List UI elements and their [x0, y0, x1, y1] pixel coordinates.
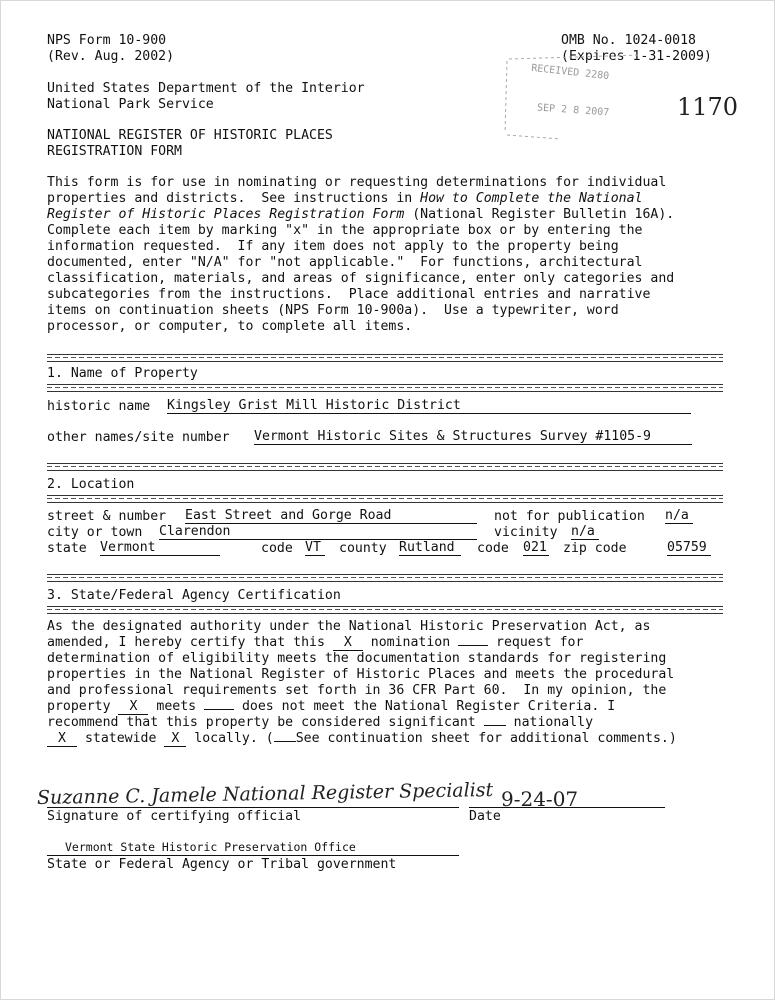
certification-line: determination of eligibility meets the documentation standards for registering	[47, 651, 667, 666]
section-divider	[47, 463, 723, 471]
stamp-line2: SEP 2 8 2007	[536, 102, 610, 119]
state-code-label: code	[261, 541, 301, 556]
signature-label: Signature of certifying official	[47, 809, 302, 824]
instructions-text: (National Register Bulletin 16A).	[404, 207, 675, 222]
omb-number: OMB No. 1024-0018	[561, 33, 696, 48]
locally-check[interactable]: X	[164, 732, 186, 747]
certification-line	[47, 731, 677, 747]
instructions-text: properties and districts. See instructions in	[47, 191, 421, 206]
signature-date: 9-24-07	[501, 787, 579, 811]
city-label: city or town	[47, 525, 151, 540]
statewide-check[interactable]: X	[47, 732, 77, 747]
agency-service: National Park Service	[47, 97, 214, 112]
city-field[interactable]: Clarendon	[159, 525, 477, 540]
certification-text: recommend that this property be considered significant	[47, 715, 484, 730]
section-divider	[47, 606, 723, 614]
handwritten-reference-number: 1170	[677, 93, 739, 121]
county-code-label: code	[477, 541, 517, 556]
continuation-sheet-check[interactable]	[274, 741, 296, 742]
section-3-title: 3. State/Federal Agency Certification	[47, 588, 341, 603]
county-label: county	[339, 541, 395, 556]
certification-text: nomination	[362, 635, 459, 650]
historic-name-field[interactable]: Kingsley Grist Mill Historic District	[167, 399, 691, 414]
instructions-italic: How to Complete the National	[420, 191, 643, 206]
section-divider	[47, 354, 723, 362]
county-code-field[interactable]: 021	[523, 541, 549, 556]
not-for-publication-field[interactable]: n/a	[665, 509, 693, 524]
stamp-line1: RECEIVED 2280	[530, 62, 610, 83]
certification-line	[47, 715, 593, 731]
instructions-line: Complete each item by marking "x" in the appropriate box or by entering the	[47, 223, 643, 238]
other-names-label: other names/site number	[47, 430, 238, 445]
omb-expires: (Expires 1-31-2009)	[561, 49, 712, 64]
received-stamp	[501, 53, 651, 143]
vicinity-field[interactable]: n/a	[571, 525, 599, 540]
section-divider	[47, 384, 723, 392]
other-names-field[interactable]: Vermont Historic Sites & Structures Survey #1105-9	[254, 430, 692, 445]
request-check[interactable]	[458, 645, 488, 646]
nomination-check[interactable]: X	[333, 636, 363, 651]
historic-name-label: historic name	[47, 399, 159, 414]
state-label: state	[47, 541, 95, 556]
vicinity-label: vicinity	[494, 525, 566, 540]
form-title: REGISTRATION FORM	[47, 144, 182, 159]
agency-label: State or Federal Agency or Tribal government	[47, 857, 397, 872]
certification-text: request for	[488, 635, 584, 650]
state-code-field[interactable]: VT	[305, 541, 325, 556]
certification-text: locally. (	[186, 731, 274, 746]
not-for-publication-label: not for publication	[494, 509, 653, 524]
certification-line	[47, 635, 583, 651]
certification-text: property	[47, 699, 119, 714]
department: United States Department of the Interior	[47, 81, 365, 96]
instructions-line: subcategories from the instructions. Place additional entries and narrative	[47, 287, 651, 302]
section-2-title: 2. Location	[47, 477, 135, 492]
date-line	[469, 807, 665, 808]
certification-text: See continuation sheet for additional comments.)	[295, 731, 677, 746]
instructions-italic: Register of Historic Places Registration Form	[47, 207, 405, 222]
certification-line: properties in the National Register of Historic Places and meets the procedural	[47, 667, 675, 682]
meets-check[interactable]: X	[118, 700, 148, 715]
street-field[interactable]: East Street and Gorge Road	[185, 509, 477, 524]
county-field[interactable]: Rutland	[399, 541, 461, 556]
certification-line	[47, 699, 615, 715]
historic-name-row	[47, 399, 158, 415]
instructions-line	[47, 207, 674, 223]
section-divider	[47, 574, 723, 582]
certification-line: and professional requirements set forth in 36 CFR Part 60. In my opinion, the	[47, 683, 667, 698]
nationally-check[interactable]	[484, 725, 506, 726]
register-title: NATIONAL REGISTER OF HISTORIC PLACES	[47, 128, 333, 143]
agency-field[interactable]: Vermont State Historic Preservation Office	[65, 840, 356, 854]
street-label: street & number	[47, 509, 175, 524]
date-label: Date	[469, 809, 501, 824]
certification-text: statewide	[77, 731, 165, 746]
official-signature: Suzanne C. Jamele National Register Specialist	[36, 779, 494, 809]
state-field[interactable]: Vermont	[100, 541, 220, 556]
zip-label: zip code	[563, 541, 635, 556]
agency-line	[47, 855, 459, 856]
instructions-line	[47, 191, 642, 207]
instructions-line: classification, materials, and areas of significance, enter only categories and	[47, 271, 675, 286]
instructions-line: documented, enter "N/A" for "not applicable." For functions, architectural	[47, 255, 643, 270]
zip-field[interactable]: 05759	[667, 541, 711, 556]
instructions-line: This form is for use in nominating or requesting determinations for individual	[47, 175, 667, 190]
certification-text: amended, I hereby certify that this	[47, 635, 333, 650]
does-not-meet-check[interactable]	[204, 709, 234, 710]
section-divider	[47, 495, 723, 503]
form-revision: (Rev. Aug. 2002)	[47, 49, 175, 64]
signature-line	[47, 807, 459, 808]
form-number: NPS Form 10-900	[47, 33, 167, 48]
certification-text: does not meet the National Register Criteria. I	[234, 699, 616, 714]
certification-line: As the designated authority under the National Historic Preservation Act, as	[47, 619, 651, 634]
instructions-line: processor, or computer, to complete all items.	[47, 319, 413, 334]
instructions-line: information requested. If any item does not apply to the property being	[47, 239, 619, 254]
instructions-line: items on continuation sheets (NPS Form 10-900a). Use a typewriter, word	[47, 303, 619, 318]
certification-text: meets	[148, 699, 205, 714]
section-1-title: 1. Name of Property	[47, 366, 198, 381]
certification-text: nationally	[505, 715, 594, 730]
